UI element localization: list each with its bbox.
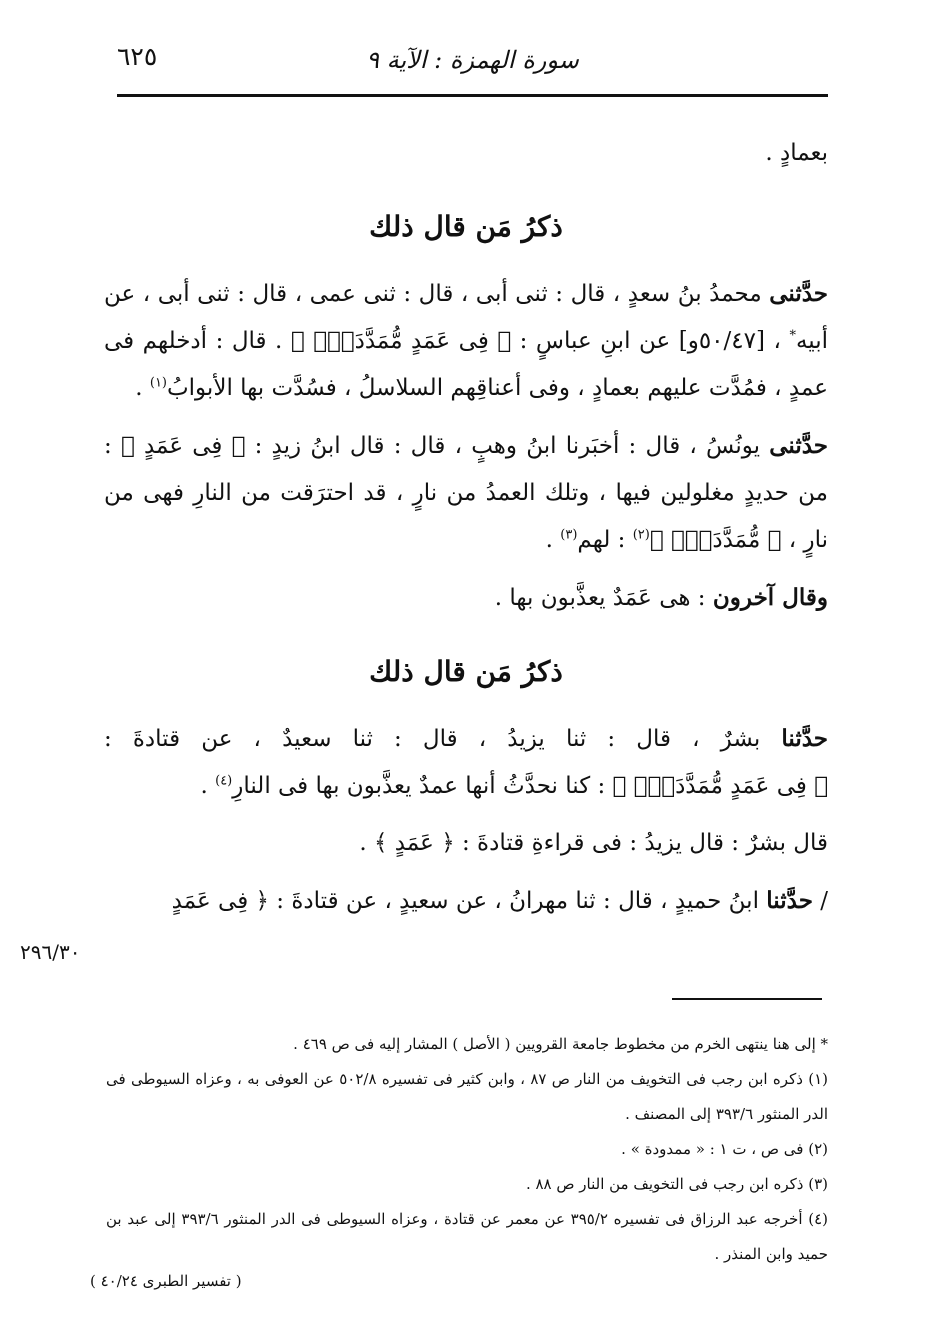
narration-lead: حدَّثنا [766, 887, 813, 914]
narration-lead: حدَّثنى [769, 280, 829, 307]
footnote-ref: (٤) [215, 773, 233, 789]
narration-text: : لهم [577, 527, 626, 553]
volume-signature: ( تفسير الطبرى ٤٠/٢٤ ) [90, 1272, 242, 1290]
narration-text: قال بشرٌ : قال يزيدُ : فى قراءةِ قتادةَ : [462, 830, 828, 856]
section-heading: ذكرُ مَن قال ذلك [369, 655, 563, 688]
page-header [117, 42, 828, 92]
sentence-end: . [359, 830, 375, 856]
footnote: (٣) ذكره ابن رجب فى التخويف من النار ص ٨٨ . [525, 1175, 828, 1193]
margin-reference: ٢٩٦/٣٠ [20, 940, 81, 964]
footnote: (٢) فى ص ، ت ١ : « ممدودة » . [621, 1140, 828, 1158]
narration-lead: وقال آخرون [712, 584, 828, 611]
quran-quote: ﴿ مُّمَدَّدَةِۭ ﴾ [649, 527, 782, 553]
footnote-ref: (١) [149, 375, 167, 391]
footnote: (٤) أخرجه عبد الرزاق فى تفسيره ٣٩٥/٢ عن معمر عن قتادة ، وعزاه السيوطى فى الدر المنثور ٣٩٣/٦ إلى عبد بن حميد وابن المنذر . [106, 1210, 829, 1263]
opening-line: بعمادٍ . [765, 140, 828, 166]
quran-quote: ﴿ عَمَدٍ ﴾ [374, 830, 455, 856]
page-break-mark: / [820, 888, 828, 914]
narration-paragraph [104, 422, 828, 564]
narration-text: : هى عَمَدٌ يعذَّبون بها . [494, 585, 706, 611]
quran-quote: ﴿ فِى عَمَدٍ مُّمَدَّدَةِۭ ﴾ [290, 328, 512, 354]
footnote: (١) ذكره ابن رجب فى التخويف من النار ص ٨٧ ، وابن كثير فى تفسيره ٥٠٢/٨ عن العوفى به ، وعزاه السيوطى فى الدر المنثور ٣٩٣/٦ إلى المصنف . [106, 1070, 828, 1123]
quran-quote: ﴿ فِى عَمَدٍ ﴾ [120, 433, 246, 459]
narration-text: ابنُ حميدٍ ، قال : ثنا مهرانُ ، عن سعيدٍ ، عن قتادةَ : [276, 888, 759, 914]
running-title: سورة الهمزة : الآية ٩ [366, 46, 579, 74]
sentence-end: . [200, 773, 216, 799]
footnote: * إلى هنا ينتهى الخرم من مخطوط جامعة القرويين ( الأصل ) المشار إليه فى ص ٤٦٩ . [293, 1035, 828, 1053]
narration-lead: حدَّثنا [781, 725, 829, 752]
narration-text: . قال : أدخلهم فى عمدٍ ، فمُدَّت عليهم بعمادٍ ، وفى أعناقِهم السلاسلُ ، فسُدَّت بها الأبوابُ [104, 328, 828, 401]
narration-paragraph [104, 877, 828, 925]
sentence-end: . [545, 527, 561, 553]
narration-paragraph [104, 820, 828, 867]
narration-text: يونُسُ ، قال : أخبَرنا ابنُ وهبٍ ، قال : قال ابنُ زيدٍ : [254, 433, 761, 459]
footnote-rule [672, 998, 822, 1000]
narration-lead: حدَّثنى [769, 432, 829, 459]
footnotes [106, 1027, 828, 1272]
narration-text: بشرٌ ، قال : ثنا يزيدُ ، قال : ثنا سعيدٌ ، عن قتادةَ : [104, 726, 761, 752]
narration-text: : من حديدٍ مغلولين فيها ، وتلك العمدُ من نارٍ ، قد احترَقت من النارِ فهى من نارٍ ، [104, 433, 828, 553]
page-number: ٦٢٥ [117, 42, 158, 71]
section-heading: ذكرُ مَن قال ذلك [369, 210, 563, 243]
sentence-end: . [135, 375, 150, 401]
quran-quote: ﴿ فِى عَمَدٍ مُّمَدَّدَةِۭ ﴾ [612, 773, 828, 799]
header-rule [117, 94, 828, 97]
narration-paragraph [104, 574, 828, 622]
narration-text: : كنا نحدَّثُ أنها عمدٌ يعذَّبون بها فى النارِ [232, 773, 606, 799]
narration-paragraph [104, 715, 828, 810]
narration-text: ، [٥٠/٤٧و] عن ابنِ عباسٍ : [519, 328, 781, 354]
narration-paragraph [104, 270, 828, 412]
main-text [104, 130, 828, 935]
footnote-marker: * [789, 328, 796, 344]
footnote-ref: (٢) [632, 527, 650, 543]
footnote-ref: (٣) [560, 527, 578, 543]
narration-text: محمدُ بنُ سعدٍ ، قال : ثنى أبى ، قال : ثنى عمى ، قال : ثنى أبى ، عن أبيه [104, 281, 829, 354]
quran-quote: ﴿ فِى عَمَدٍ [171, 888, 269, 914]
